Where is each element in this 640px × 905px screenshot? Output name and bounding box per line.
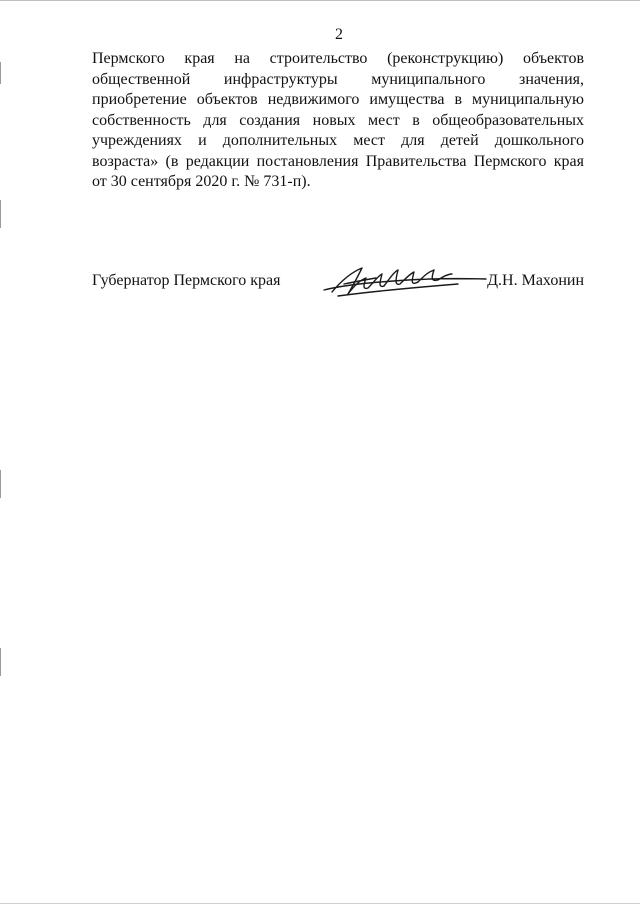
body-line: общественной инфраструктуры муниципального значения, bbox=[92, 70, 584, 88]
scan-edge-mark bbox=[0, 62, 1, 84]
document-body bbox=[92, 49, 584, 193]
body-line: Пермского края на строительство (реконструкцию) объектов bbox=[92, 50, 584, 67]
signer-name: Д.Н. Махонин bbox=[487, 272, 584, 289]
body-line: учреждениях и дополнительных мест для детей дошкольного bbox=[92, 132, 584, 149]
body-line: собственность для создания новых мест в общеобразовательных bbox=[92, 111, 584, 129]
scan-edge-mark bbox=[0, 648, 1, 676]
signer-title: Губернатор Пермского края bbox=[92, 272, 281, 289]
page-number: 2 bbox=[335, 26, 343, 43]
scan-bottom-edge bbox=[0, 903, 640, 904]
scan-edge-mark bbox=[0, 470, 1, 498]
body-line: возраста» (в редакции постановления Правительства Пермского края bbox=[92, 152, 584, 170]
body-line: от 30 сентября 2020 г. № 731-п). bbox=[92, 173, 311, 190]
handwritten-signature bbox=[318, 262, 488, 300]
scan-top-edge bbox=[0, 0, 640, 1]
signature-block bbox=[92, 272, 584, 304]
scan-edge-mark bbox=[0, 200, 1, 228]
body-line: приобретение объектов недвижимого имущества в муниципальную bbox=[92, 91, 584, 108]
